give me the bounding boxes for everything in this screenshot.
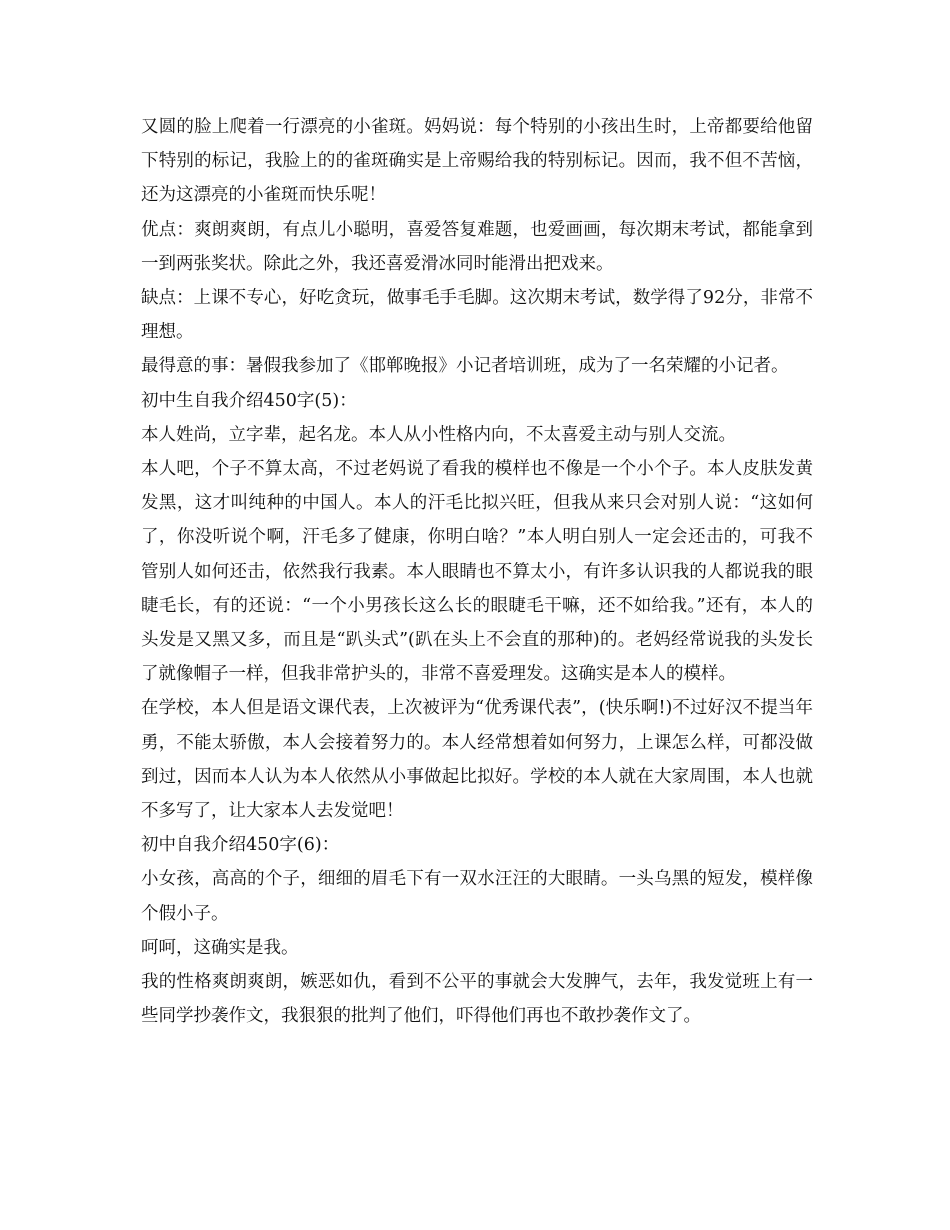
section-heading-5: 初中生自我介绍450字(5)：: [141, 390, 357, 411]
paragraph-weaknesses: 缺点：上课不专心，好吃贪玩，做事毛手毛脚。这次期末考试，数学得了92分，非常不理想。: [141, 288, 813, 343]
paragraph-personality: 我的性格爽朗爽朗，嫉恶如仇，看到不公平的事就会大发脾气，去年，我发觉班上有一些同学抄袭作文，我狠狠的批判了他们，吓得他们再也不敢抄袭作文了。: [141, 972, 813, 1027]
paragraph-girl: 小女孩，高高的个子，细细的眉毛下有一双水汪汪的大眼睛。一头乌黑的短发，模样像个假小子。: [141, 869, 813, 924]
paragraph-proudest: 最得意的事：暑假我参加了《邯郸晚报》小记者培训班，成为了一名荣耀的小记者。: [141, 356, 789, 377]
paragraph-school: 在学校，本人但是语文课代表，上次被评为“优秀课代表”，(快乐啊!)不过好汉不提当年勇，不能太骄傲，本人会接着努力的。本人经常想着如何努力，上课怎么样，可都没做到过，因而本人认为本人依然从小事做起比拟好。学校的本人就在大家周围，本人也就不多写了，让大家本人去发觉吧！: [141, 698, 813, 822]
paragraph-name: 本人姓尚，立字辈，起名龙。本人从小性格内向，不太喜爱主动与别人交流。: [141, 424, 736, 445]
paragraph-appearance: 本人吧，个子不算太高，不过老妈说了看我的模样也不像是一个小个子。本人皮肤发黄发黑，这才叫纯种的中国人。本人的汗毛比拟兴旺，但我从来只会对别人说：“这如何了，你没听说个啊，汗毛多了健康，你明白啥？”本人明白别人一定会还击的，可我不管别人如何还击，依然我行我素。本人眼睛也不算太小，有许多认识我的人都说我的眼睫毛长，有的还说：“一个小男孩长这么长的眼睫毛干嘛，还不如给我。”还有，本人的头发是又黑又多，而且是“趴头式”(趴在头上不会直的那种)的。老妈经常说我的头发长了就像帽子一样，但我非常护头的，非常不喜爱理发。这确实是本人的模样。: [141, 459, 813, 685]
section-heading-6: 初中自我介绍450字(6)：: [141, 835, 340, 856]
paragraph-this-is-me: 呵呵，这确实是我。: [141, 937, 299, 958]
paragraph-strengths: 优点：爽朗爽朗，有点儿小聪明，喜爱答复难题，也爱画画，每次期末考试，都能拿到一到两张奖状。除此之外，我还喜爱滑冰同时能滑出把戏来。: [141, 219, 813, 274]
paragraph-freckles: 又圆的脸上爬着一行漂亮的小雀斑。妈妈说：每个特别的小孩出生时，上帝都要给他留下特别的标记，我脸上的的雀斑确实是上帝赐给我的特别标记。因而，我不但不苦恼，还为这漂亮的小雀斑而快乐呢！: [141, 117, 813, 206]
document-body: [141, 110, 813, 1033]
